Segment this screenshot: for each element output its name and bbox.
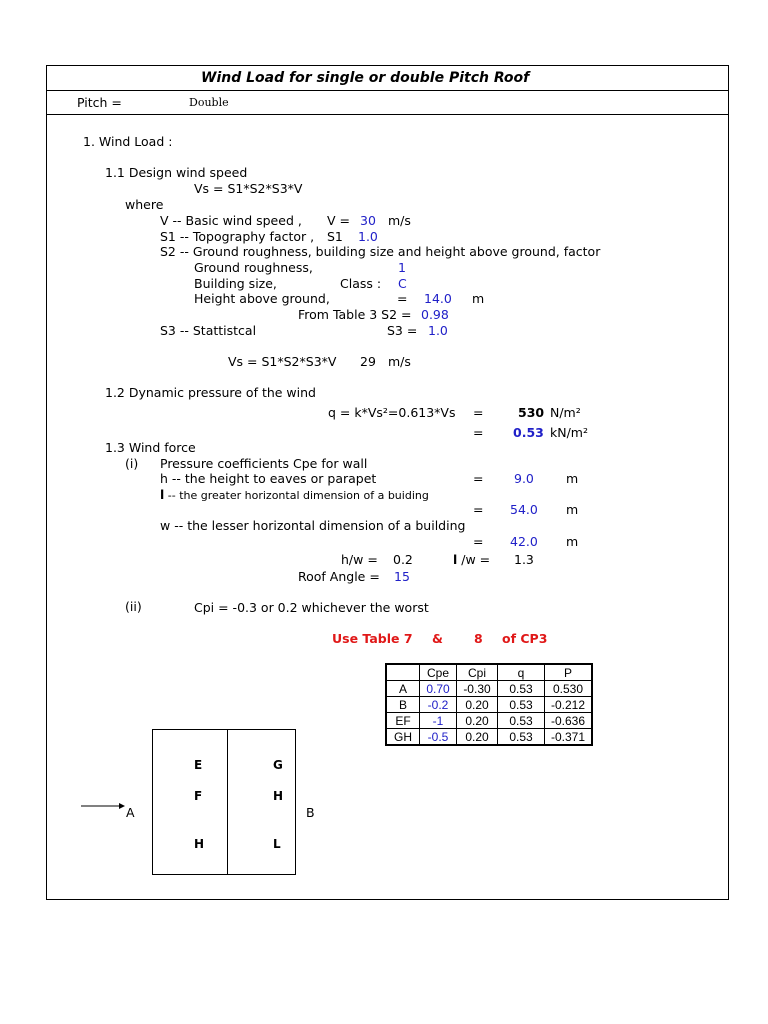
q-unit-kn: kN/m² (550, 425, 588, 440)
wind-direction-arrow-icon (81, 801, 125, 811)
from-table-3: From Table 3 S2 = (298, 307, 412, 322)
zone-e-label: E (194, 758, 203, 772)
use-table-cp3: of CP3 (502, 631, 548, 646)
w-value: 42.0 (510, 534, 538, 549)
table-cell-cpe: -1 (420, 713, 457, 729)
q-eq-2: = (473, 425, 484, 440)
table-cell-cpe: -0.2 (420, 697, 457, 713)
vs-formula: Vs = S1*S2*S3*V (194, 181, 303, 196)
table-cell-q: 0.53 (498, 681, 545, 697)
zone-l-label: L (273, 837, 281, 851)
q-value-kn: 0.53 (513, 425, 544, 440)
table-cell-zone: B (386, 697, 420, 713)
page-title: Wind Load for single or double Pitch Roof (201, 70, 530, 86)
table-cell-p: -0.212 (545, 697, 593, 713)
s1-value: 1.0 (358, 229, 378, 244)
table-header-cell: q (498, 664, 545, 681)
table-row (386, 713, 592, 729)
hw-value: 0.2 (393, 552, 413, 567)
h-eq: = (473, 471, 484, 486)
use-table-8: 8 (474, 631, 483, 646)
table-cell-zone: EF (386, 713, 420, 729)
class-label: Class : (340, 276, 382, 291)
height-unit: m (472, 291, 485, 306)
l-unit: m (566, 502, 579, 517)
where-label: where (125, 197, 164, 212)
v-eq: V = (327, 213, 350, 228)
table-cell-p: -0.371 (545, 729, 593, 746)
zone-h-label: H (194, 837, 205, 851)
s1-label: S1 -- Topography factor , (160, 229, 315, 244)
table-cell-zone: GH (386, 729, 420, 746)
roof-angle-label: Roof Angle = (298, 569, 380, 584)
vs-result-value: 29 (360, 354, 376, 369)
q-value-nm: 530 (518, 405, 545, 420)
table-row (386, 697, 592, 713)
table-header-row (386, 664, 592, 681)
class-value: C (398, 276, 407, 291)
section-1-heading: 1. Wind Load : (83, 134, 173, 149)
use-table-amp: & (432, 631, 443, 646)
table-header-cell: Cpi (457, 664, 498, 681)
table-cell-cpi: 0.20 (457, 713, 498, 729)
item-i-label: (i) (125, 456, 139, 471)
table-row (386, 729, 592, 746)
s3-eq: S3 = (387, 323, 418, 338)
q-unit-nm: N/m² (550, 405, 581, 420)
v-label: V -- Basic wind speed , (160, 213, 302, 228)
l-text: -- the greater horizontal dimension of a buiding (164, 489, 429, 502)
l-symbol: l (160, 487, 165, 502)
pitch-value: Double (189, 96, 229, 109)
ground-roughness-label: Ground roughness, (194, 260, 313, 275)
table-header-cell: P (545, 664, 593, 681)
lw-symbol: l (453, 552, 458, 567)
lw-label: /w = (457, 552, 491, 567)
building-ridge-line (227, 729, 228, 875)
h-unit: m (566, 471, 579, 486)
h-text: h -- the height to eaves or parapet (160, 471, 377, 486)
table-cell-q: 0.53 (498, 713, 545, 729)
w-eq: = (473, 534, 484, 549)
section-1-2-heading: 1.2 Dynamic pressure of the wind (105, 385, 316, 400)
table-row (386, 681, 592, 697)
section-1-1-heading: 1.1 Design wind speed (105, 165, 248, 180)
table-cell-p: 0.530 (545, 681, 593, 697)
leeward-side-b-label: B (306, 805, 315, 820)
zone-f-label: F (194, 789, 203, 803)
table-cell-zone: A (386, 681, 420, 697)
pitch-label: Pitch = (77, 95, 122, 110)
table-cell-cpe: -0.5 (420, 729, 457, 746)
title-divider (46, 90, 729, 91)
table-header-cell (386, 664, 420, 681)
s3-label: S3 -- Stattistcal (160, 323, 257, 338)
w-unit: m (566, 534, 579, 549)
l-value: 54.0 (510, 502, 538, 517)
s2-label: S2 -- Ground roughness, building size and height above ground, factor (160, 244, 601, 259)
v-unit: m/s (388, 213, 411, 228)
w-text: w -- the lesser horizontal dimension of a building (160, 518, 466, 533)
table-cell-cpi: -0.30 (457, 681, 498, 697)
vs-result-formula: Vs = S1*S2*S3*V (228, 354, 337, 369)
v-value: 30 (360, 213, 376, 228)
q-formula: q = k*Vs²=0.613*Vs (328, 405, 456, 420)
roof-angle-value: 15 (394, 569, 410, 584)
l-eq: = (473, 502, 484, 517)
s1-symbol: S1 (327, 229, 343, 244)
lw-value: 1.3 (514, 552, 534, 567)
use-table-7: Use Table 7 (332, 631, 413, 646)
table-cell-cpi: 0.20 (457, 729, 498, 746)
zone-h-label: H (273, 789, 284, 803)
page-frame (46, 65, 729, 900)
table-cell-cpe: 0.70 (420, 681, 457, 697)
item-ii-label: (ii) (125, 599, 142, 614)
height-eq: = (397, 291, 408, 306)
building-size-label: Building size, (194, 276, 277, 291)
zone-g-label: G (273, 758, 283, 772)
table-cell-q: 0.53 (498, 697, 545, 713)
table-cell-cpi: 0.20 (457, 697, 498, 713)
height-value: 14.0 (424, 291, 452, 306)
table-header-cell: Cpe (420, 664, 457, 681)
pressure-coeff-text: Pressure coefficients Cpe for wall (160, 456, 368, 471)
windward-side-a-label: A (126, 805, 135, 820)
height-label: Height above ground, (194, 291, 330, 306)
vs-result-unit: m/s (388, 354, 411, 369)
pressure-coefficient-table (385, 663, 593, 746)
h-value: 9.0 (514, 471, 534, 486)
ground-roughness-value: 1 (398, 260, 406, 275)
table-cell-q: 0.53 (498, 729, 545, 746)
q-eq-1: = (473, 405, 484, 420)
hw-label: h/w = (341, 552, 378, 567)
cpi-text: Cpi = -0.3 or 0.2 whichever the worst (194, 600, 429, 615)
section-1-3-heading: 1.3 Wind force (105, 440, 196, 455)
s3-value: 1.0 (428, 323, 448, 338)
table-cell-p: -0.636 (545, 713, 593, 729)
pitch-divider (46, 114, 729, 115)
s2-value: 0.98 (421, 307, 449, 322)
